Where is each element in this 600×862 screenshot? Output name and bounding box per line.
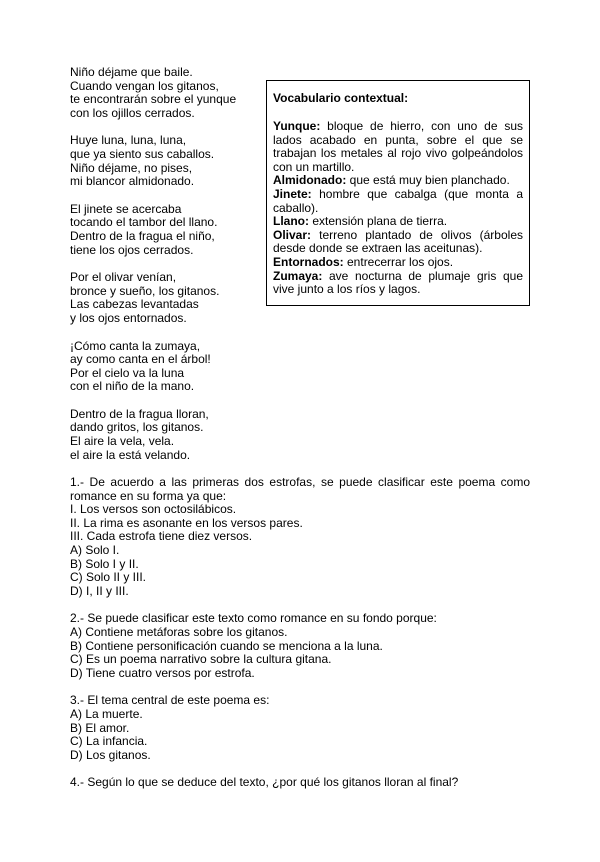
poem-stanza-5	[70, 340, 260, 394]
vocabulary-definition: bloque de hierro, con uno de sus lados acabado en punta, sobre el que se trabajan los metales al rojo vivo golpeándolos con un martillo.	[273, 119, 523, 174]
poem-line: Niño déjame que baile.	[70, 65, 193, 79]
poem-line: dando gritos, los gitanos.	[70, 420, 204, 435]
poem-line: Por el cielo va la luna	[70, 365, 185, 380]
poem-line: te encontrarán sobre el yunque	[70, 92, 237, 107]
vocabulary-definition: terreno plantado de olivos (árboles desde donde se extraen las aceitunas).	[273, 227, 523, 256]
answer-option: A) Solo I.	[70, 542, 120, 557]
question-text: 2.- Se puede clasificar este texto como romance en su fondo porque:	[70, 611, 437, 626]
question-4	[70, 776, 530, 790]
vocabulary-definition: hombre que cabalga (que monta a caballo).	[273, 186, 523, 215]
vocabulary-entry-yunque	[273, 120, 523, 174]
poem-line: con el niño de la mano.	[70, 379, 195, 394]
vocabulary-entry-olivar	[273, 229, 523, 256]
vocabulary-term: Zumaya:	[273, 268, 323, 283]
poem-stanza-2	[70, 134, 260, 188]
poem-line: Niño déjame, no pises,	[70, 160, 193, 175]
question-statement: II. La rima es asonante en los versos pares.	[70, 515, 303, 530]
answer-option: D) Los gitanos.	[70, 747, 151, 762]
vocabulary-entry-zumaya	[273, 270, 523, 297]
vocabulary-definition: que está muy bien planchado.	[346, 173, 510, 188]
poem-line: El aire la vela, vela.	[70, 434, 175, 449]
poem-line: Por el olivar venían,	[70, 270, 177, 285]
question-statement: I. Los versos son octosilábicos.	[70, 502, 237, 517]
poem-line: Dentro de la fragua el niño,	[70, 228, 215, 243]
vocabulary-entry-entornados	[273, 256, 523, 270]
vocabulary-definition: ave nocturna de plumaje gris que vive junto a los ríos y lagos.	[273, 268, 523, 297]
question-1	[70, 476, 530, 598]
vocabulary-box	[266, 80, 530, 306]
question-text: 4.- Según lo que se deduce del texto, ¿por qué los gitanos lloran al final?	[70, 775, 459, 790]
answer-option: B) El amor.	[70, 720, 130, 735]
question-statement: III. Cada estrofa tiene diez versos.	[70, 529, 253, 544]
vocabulary-term: Llano:	[273, 214, 309, 229]
poem-line: El jinete se acercaba	[70, 201, 182, 216]
answer-option: B) Solo I y II.	[70, 556, 139, 571]
answer-option: A) Contiene metáforas sobre los gitanos.	[70, 624, 288, 639]
poem-line: ¡Cómo canta la zumaya,	[70, 338, 201, 353]
poem-line: Huye luna, luna, luna,	[70, 133, 187, 148]
answer-option: D) Tiene cuatro versos por estrofa.	[70, 665, 255, 680]
vocabulary-definition: extensión plana de tierra.	[309, 214, 448, 229]
question-text: 1.- De acuerdo a las primeras dos estrofas, se puede clasificar este poema como romance en su forma ya que:	[70, 475, 530, 503]
poem-stanza-3	[70, 203, 260, 257]
poem-stanza-4	[70, 271, 260, 325]
poem-line: tocando el tambor del llano.	[70, 215, 218, 230]
poem-line: mi blancor almidonado.	[70, 174, 195, 189]
vocabulary-entry-llano	[273, 215, 523, 229]
poem-stanza-1	[70, 66, 260, 120]
vocabulary-entry-almidonado	[273, 174, 523, 188]
answer-option: C) Solo II y III.	[70, 570, 147, 585]
vocabulary-term: Almidonado:	[273, 173, 347, 188]
question-2	[70, 612, 530, 680]
vocabulary-term: Olivar:	[273, 227, 312, 242]
vocabulary-term: Entornados:	[273, 254, 344, 269]
answer-option: D) I, II y III.	[70, 583, 129, 598]
vocabulary-term: Jinete:	[273, 186, 312, 201]
vocabulary-title: Vocabulario contextual:	[273, 91, 409, 105]
poem-stanza-6	[70, 408, 260, 462]
poem-line: Las cabezas levantadas	[70, 297, 199, 312]
poem-line: bronce y sueño, los gitanos.	[70, 283, 220, 298]
poem-line: con los ojillos cerrados.	[70, 105, 195, 120]
questions-section	[70, 476, 530, 804]
poem-line: Cuando vengan los gitanos,	[70, 78, 219, 93]
vocabulary-entry-jinete	[273, 188, 523, 215]
answer-option: C) La infancia.	[70, 734, 148, 749]
vocabulary-term: Yunque:	[273, 119, 321, 133]
poem-line: tiene los ojos cerrados.	[70, 242, 194, 257]
poem-line: Dentro de la fragua lloran,	[70, 406, 209, 421]
answer-option: A) La muerte.	[70, 706, 143, 721]
question-3	[70, 694, 530, 762]
poem	[70, 66, 260, 476]
poem-line: que ya siento sus caballos.	[70, 146, 215, 161]
answer-option: C) Es un poema narrativo sobre la cultura gitana.	[70, 652, 332, 667]
poem-line: el aire la está velando.	[70, 447, 191, 462]
poem-line: ay como canta en el árbol!	[70, 352, 211, 367]
poem-line: y los ojos entornados.	[70, 310, 187, 325]
question-text: 3.- El tema central de este poema es:	[70, 693, 270, 708]
vocabulary-definition: entrecerrar los ojos.	[343, 254, 454, 269]
answer-option: B) Contiene personificación cuando se menciona a la luna.	[70, 638, 383, 653]
